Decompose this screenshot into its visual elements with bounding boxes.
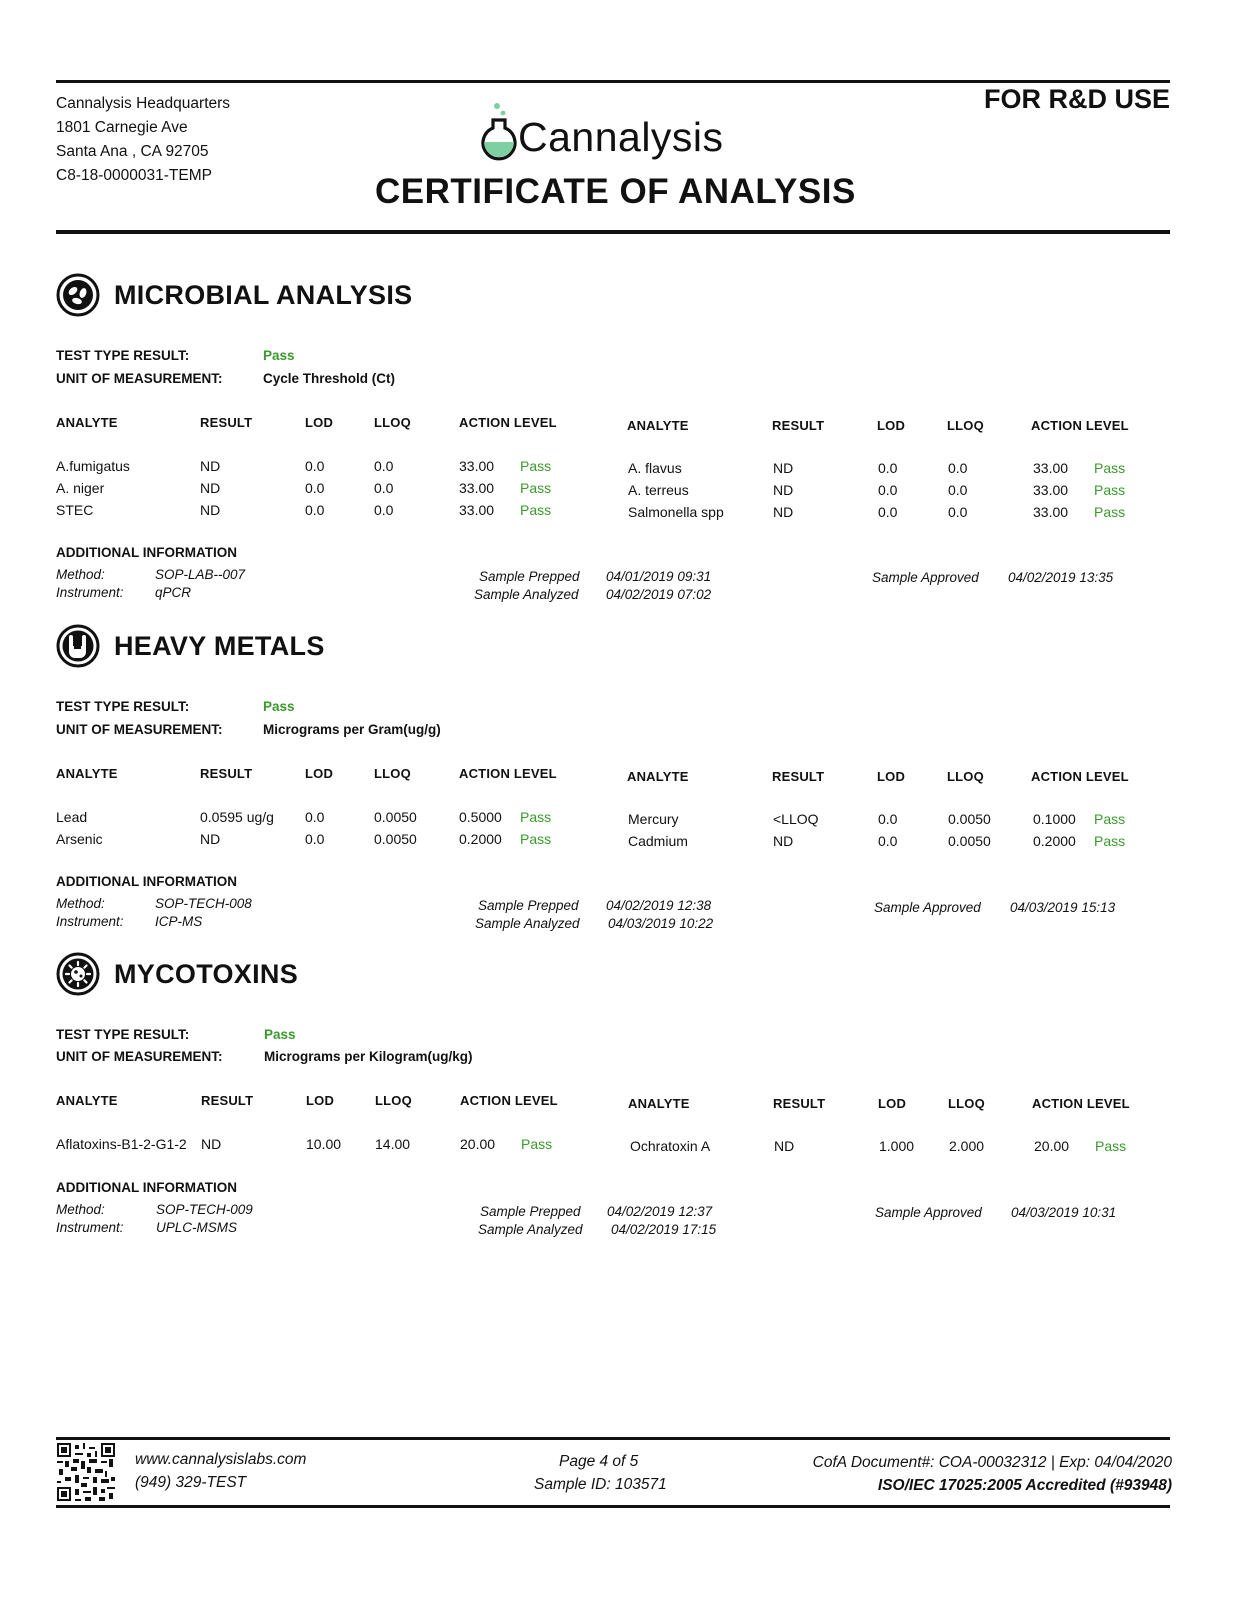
instrument-label: Instrument: — [56, 1220, 124, 1235]
col-result: RESULT — [772, 769, 825, 784]
approved-label: Sample Approved — [874, 900, 981, 915]
website-link[interactable]: www.cannalysislabs.com — [135, 1451, 307, 1468]
result: ND — [200, 502, 221, 518]
lod: 0.0 — [305, 502, 325, 518]
analyte: Mercury — [628, 811, 679, 827]
microbe-icon — [56, 273, 100, 317]
instrument-label: Instrument: — [56, 914, 124, 929]
result: 0.0595 ug/g — [200, 809, 274, 825]
prepped-date: 04/01/2019 09:31 — [606, 569, 712, 584]
col-lod: LOD — [877, 769, 906, 784]
analyte: A. flavus — [628, 460, 682, 476]
analyte: Arsenic — [56, 831, 103, 847]
additional-info-label: ADDITIONAL INFORMATION — [56, 874, 237, 889]
unit-value: Micrograms per Gram(ug/g) — [263, 722, 441, 737]
lod: 0.0 — [878, 504, 898, 520]
result: ND — [773, 460, 794, 476]
unit-label: UNIT OF MEASUREMENT: — [56, 371, 223, 386]
test-type-label: TEST TYPE RESULT: — [56, 1027, 190, 1042]
analyzed-date: 04/02/2019 17:15 — [611, 1222, 717, 1237]
analyte: A. niger — [56, 480, 105, 496]
lod: 0.0 — [305, 809, 325, 825]
result: ND — [773, 504, 794, 520]
action-level: 33.00 — [459, 502, 495, 518]
col-lloq: LLOQ — [947, 418, 984, 433]
lloq: 0.0 — [374, 458, 394, 474]
lloq: 0.0050 — [948, 833, 991, 849]
col-action-level: ACTION LEVEL — [459, 766, 557, 781]
result: ND — [201, 1136, 222, 1152]
instrument-value: ICP-MS — [155, 914, 203, 929]
result: ND — [200, 480, 221, 496]
footer-top-rule — [56, 1437, 1170, 1440]
virus-icon — [56, 952, 100, 996]
status: Pass — [1094, 504, 1126, 520]
brand-name: Cannalysis — [518, 114, 724, 160]
address-line: Santa Ana , CA 92705 — [56, 143, 209, 160]
status: Pass — [520, 831, 552, 847]
lod: 0.0 — [305, 458, 325, 474]
status: Pass — [521, 1136, 553, 1152]
license-number: C8-18-0000031-TEMP — [56, 167, 212, 184]
status: Pass — [1095, 1138, 1127, 1154]
section-title: HEAVY METALS — [114, 631, 325, 661]
footer-bottom-rule — [56, 1505, 1170, 1508]
col-result: RESULT — [200, 415, 253, 430]
qr-code-icon — [57, 1443, 115, 1501]
lod: 0.0 — [305, 831, 325, 847]
lod: 0.0 — [878, 833, 898, 849]
result: <LLOQ — [773, 811, 819, 827]
action-level: 0.2000 — [1033, 833, 1076, 849]
col-lod: LOD — [305, 415, 334, 430]
analyte: Aflatoxins-B1-2-G1-2 — [56, 1136, 187, 1152]
lloq: 0.0 — [374, 480, 394, 496]
result: ND — [200, 831, 221, 847]
header-rule — [56, 230, 1170, 234]
col-lod: LOD — [878, 1096, 907, 1111]
lloq: 14.00 — [375, 1136, 411, 1152]
accreditation: ISO/IEC 17025:2005 Accredited (#93948) — [877, 1477, 1172, 1494]
prepped-label: Sample Prepped — [479, 569, 580, 584]
method-value: SOP-TECH-009 — [156, 1202, 253, 1217]
approved-date: 04/03/2019 10:31 — [1011, 1205, 1117, 1220]
col-analyte: ANALYTE — [56, 1093, 118, 1108]
action-level: 20.00 — [460, 1136, 496, 1152]
col-lloq: LLOQ — [375, 1093, 412, 1108]
action-level: 33.00 — [459, 458, 495, 474]
status: Pass — [520, 458, 552, 474]
analyte: A.fumigatus — [56, 458, 130, 474]
approved-label: Sample Approved — [875, 1205, 982, 1220]
rock-hand-icon — [56, 624, 100, 668]
col-action-level: ACTION LEVEL — [1031, 418, 1129, 433]
action-level: 0.1000 — [1033, 811, 1076, 827]
status: Pass — [520, 809, 552, 825]
lod: 1.000 — [879, 1138, 915, 1154]
col-lloq: LLOQ — [374, 766, 411, 781]
col-lod: LOD — [306, 1093, 335, 1108]
method-label: Method: — [56, 567, 105, 582]
analyzed-label: Sample Analyzed — [474, 587, 579, 602]
unit-value: Micrograms per Kilogram(ug/kg) — [264, 1049, 473, 1064]
analyzed-label: Sample Analyzed — [475, 916, 580, 931]
action-level: 33.00 — [1033, 504, 1069, 520]
col-action-level: ACTION LEVEL — [460, 1093, 558, 1108]
prepped-label: Sample Prepped — [478, 898, 579, 913]
col-analyte: ANALYTE — [628, 1096, 690, 1111]
col-result: RESULT — [772, 418, 825, 433]
action-level: 33.00 — [1033, 482, 1069, 498]
test-type-result: Pass — [263, 348, 295, 363]
lod: 10.00 — [306, 1136, 342, 1152]
lod: 0.0 — [305, 480, 325, 496]
analyzed-label: Sample Analyzed — [478, 1222, 583, 1237]
flask-icon — [478, 102, 522, 164]
analyte: Ochratoxin A — [630, 1138, 711, 1154]
col-analyte: ANALYTE — [56, 766, 118, 781]
analyzed-date: 04/03/2019 10:22 — [608, 916, 714, 931]
sample-id: Sample ID: 103571 — [534, 1476, 667, 1493]
status: Pass — [1094, 811, 1126, 827]
status: Pass — [520, 502, 552, 518]
result: ND — [774, 1138, 795, 1154]
result: ND — [773, 833, 794, 849]
prepped-label: Sample Prepped — [480, 1204, 581, 1219]
action-level: 0.5000 — [459, 809, 502, 825]
analyzed-date: 04/02/2019 07:02 — [606, 587, 712, 602]
analyte: Lead — [56, 809, 88, 825]
col-lod: LOD — [877, 418, 906, 433]
instrument-value: qPCR — [155, 585, 192, 600]
action-level: 20.00 — [1034, 1138, 1070, 1154]
test-type-result: Pass — [263, 699, 295, 714]
col-lloq: LLOQ — [947, 769, 984, 784]
document-title: CERTIFICATE OF ANALYSIS — [375, 172, 856, 211]
lloq: 0.0050 — [374, 809, 417, 825]
section-title: MICROBIAL ANALYSIS — [114, 280, 413, 310]
lab-address — [56, 92, 230, 188]
col-lloq: LLOQ — [948, 1096, 985, 1111]
test-type-result: Pass — [264, 1027, 296, 1042]
approved-date: 04/02/2019 13:35 — [1008, 570, 1114, 585]
prepped-date: 04/02/2019 12:37 — [607, 1204, 713, 1219]
instrument-label: Instrument: — [56, 585, 124, 600]
lloq: 0.0050 — [374, 831, 417, 847]
col-result: RESULT — [201, 1093, 254, 1108]
method-value: SOP-LAB--007 — [155, 567, 246, 582]
prepped-date: 04/02/2019 12:38 — [606, 898, 712, 913]
analyte: STEC — [56, 502, 94, 518]
col-result: RESULT — [773, 1096, 826, 1111]
additional-info-label: ADDITIONAL INFORMATION — [56, 545, 237, 560]
result: ND — [200, 458, 221, 474]
instrument-value: UPLC-MSMS — [156, 1220, 238, 1235]
status: Pass — [1094, 833, 1126, 849]
result: ND — [773, 482, 794, 498]
lloq: 0.0 — [374, 502, 394, 518]
lloq: 0.0 — [948, 460, 968, 476]
action-level: 33.00 — [459, 480, 495, 496]
action-level: 0.2000 — [459, 831, 502, 847]
approved-label: Sample Approved — [872, 570, 979, 585]
lloq: 0.0 — [948, 504, 968, 520]
col-action-level: ACTION LEVEL — [1031, 769, 1129, 784]
lod: 0.0 — [878, 482, 898, 498]
section-title: MYCOTOXINS — [114, 959, 299, 989]
analyte: A. terreus — [628, 482, 689, 498]
analyte: Cadmium — [628, 833, 688, 849]
phone-number: (949) 329-TEST — [135, 1474, 247, 1491]
status: Pass — [520, 480, 552, 496]
method-value: SOP-TECH-008 — [155, 896, 252, 911]
address-line: 1801 Carnegie Ave — [56, 119, 188, 136]
additional-info-label: ADDITIONAL INFORMATION — [56, 1180, 237, 1195]
method-label: Method: — [56, 896, 105, 911]
address-line: Cannalysis Headquarters — [56, 95, 231, 112]
lod: 0.0 — [878, 811, 898, 827]
col-analyte: ANALYTE — [627, 769, 689, 784]
page-number: Page 4 of 5 — [559, 1453, 639, 1470]
col-lod: LOD — [305, 766, 334, 781]
status: Pass — [1094, 482, 1126, 498]
test-type-label: TEST TYPE RESULT: — [56, 348, 190, 363]
col-action-level: ACTION LEVEL — [459, 415, 557, 430]
test-type-label: TEST TYPE RESULT: — [56, 699, 190, 714]
analyte: Salmonella spp — [628, 504, 724, 520]
unit-value: Cycle Threshold (Ct) — [263, 371, 396, 386]
status: Pass — [1094, 460, 1126, 476]
col-action-level: ACTION LEVEL — [1032, 1096, 1130, 1111]
lod: 0.0 — [878, 460, 898, 476]
action-level: 33.00 — [1033, 460, 1069, 476]
approved-date: 04/03/2019 15:13 — [1010, 900, 1116, 915]
top-rule — [56, 80, 1170, 83]
unit-label: UNIT OF MEASUREMENT: — [56, 1049, 223, 1064]
lloq: 0.0050 — [948, 811, 991, 827]
col-lloq: LLOQ — [374, 415, 411, 430]
unit-label: UNIT OF MEASUREMENT: — [56, 722, 223, 737]
lloq: 0.0 — [948, 482, 968, 498]
method-label: Method: — [56, 1202, 105, 1217]
usage-label: FOR R&D USE — [983, 84, 1170, 114]
lloq: 2.000 — [949, 1138, 985, 1154]
col-analyte: ANALYTE — [627, 418, 689, 433]
col-analyte: ANALYTE — [56, 415, 118, 430]
document-number: CofA Document#: COA-00032312 | Exp: 04/04/2020 — [812, 1454, 1172, 1471]
col-result: RESULT — [200, 766, 253, 781]
